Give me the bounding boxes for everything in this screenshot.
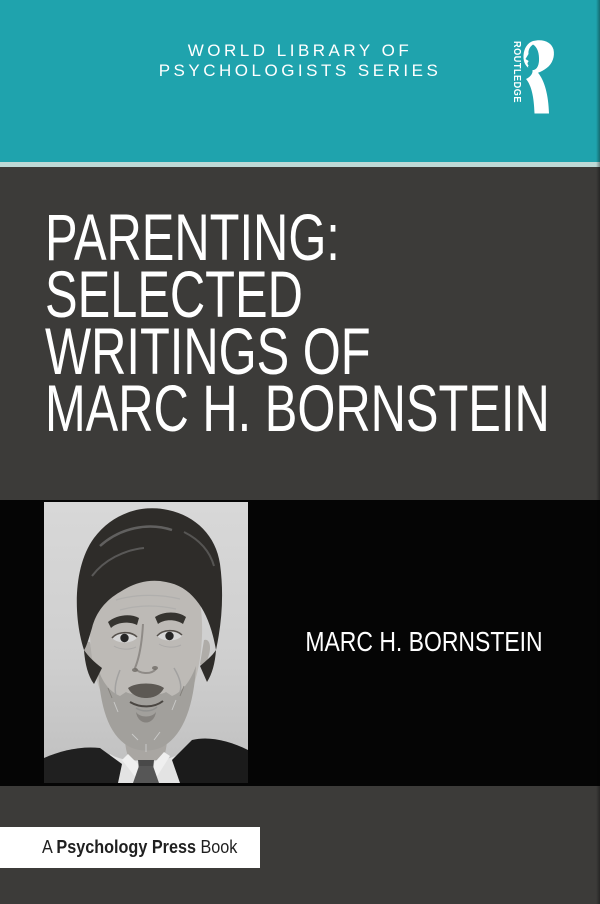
routledge-logo [506, 38, 556, 116]
title-line-2: SELECTED [45, 257, 303, 331]
imprint-text [42, 827, 237, 868]
routledge-logo-text: ROUTLEDGE [511, 41, 523, 113]
title-line-4: MARC H. BORNSTEIN [45, 371, 550, 445]
imprint-prefix: A [42, 837, 57, 857]
title-line-3: WRITINGS OF [45, 314, 371, 388]
author-photo [44, 502, 248, 783]
book-title [45, 200, 600, 445]
series-line-1: WORLD LIBRARY OF [187, 41, 413, 60]
routledge-r-icon [523, 40, 553, 113]
imprint-box [0, 827, 260, 868]
imprint-suffix: Book [195, 837, 238, 857]
imprint-publisher: Psychology Press [56, 837, 196, 857]
series-line-2: PSYCHOLOGISTS SERIES [158, 61, 442, 80]
title-line-1: PARENTING: [45, 200, 340, 274]
author-name: MARC H. BORNSTEIN [305, 626, 543, 657]
